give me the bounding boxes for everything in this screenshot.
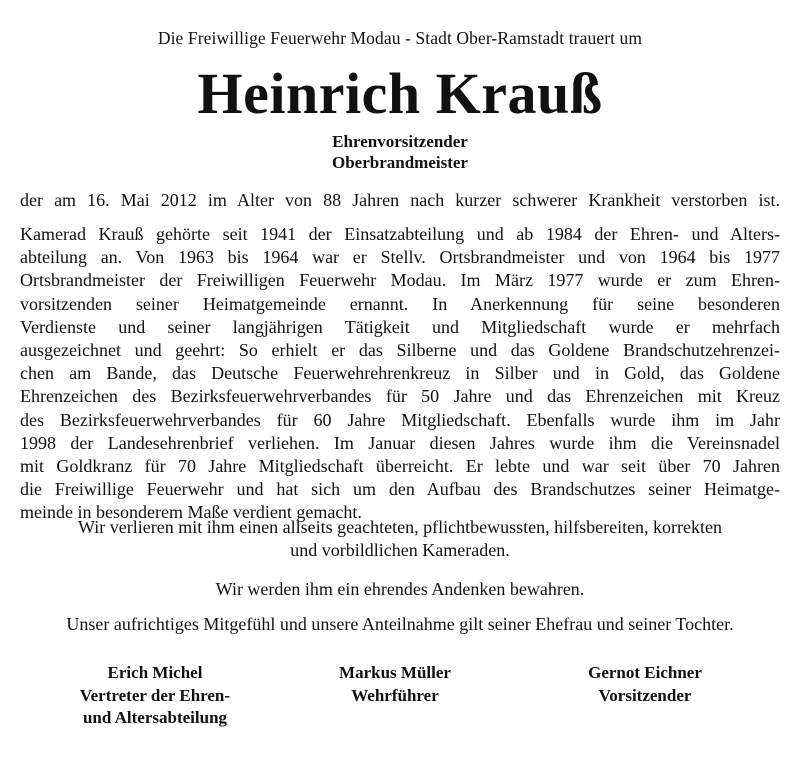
- honorary-titles: [0, 131, 800, 173]
- biography: [20, 223, 780, 524]
- signatory-role: Vertreter der Ehren-: [79, 685, 231, 705]
- signatory-name: Erich Michel: [107, 663, 203, 682]
- tribute: [20, 516, 780, 562]
- biography-line: Verdienste und seiner langjährigen Tätigkeit und Mitgliedschaft wurde er mehrfach: [20, 316, 780, 337]
- tribute-line: Wir verlieren mit ihm einen allseits geachteten, pflichtbewussten, hilfsbereiten, korrekten: [77, 517, 723, 537]
- biography-line: des Bezirksfeuerwehrverbandes für 60 Jahre Mitgliedschaft. Ebenfalls wurde ihm im Jahr: [20, 409, 780, 430]
- tribute-line: und vorbildlichen Kameraden.: [290, 540, 510, 560]
- biography-line: 1998 der Landesehrenbrief verliehen. Im Januar diesen Jahres wurde ihm die Vereinsnadel: [20, 432, 780, 453]
- biography-line: Ortsbrandmeister der Freiwilligen Feuerwehr Modau. Im März 1977 wurde er zum Ehren-: [20, 270, 780, 291]
- intro-line: Die Freiwillige Feuerwehr Modau - Stadt Ober-Ramstadt trauert um: [157, 28, 643, 48]
- biography-line: abteilung an. Von 1963 bis 1964 war er Stellv. Ortsbrandmeister und von 1964 bis 1977: [20, 247, 780, 268]
- deceased-name: Heinrich Krauß: [197, 61, 603, 126]
- biography-line: Ehrenzeichen des Bezirksfeuerwehrverbandes für 50 Jahre und das Ehrenzeichen mit Kreuz: [20, 386, 780, 407]
- biography-line: Kamerad Krauß gehörte seit 1941 der Einsatzabteilung und ab 1984 der Ehren- und Alters-: [20, 224, 780, 244]
- title-rank: Oberbrandmeister: [332, 153, 468, 172]
- signatory-name: Gernot Eichner: [588, 663, 702, 682]
- condolence-line: Unser aufrichtiges Mitgefühl und unsere Anteilnahme gilt seiner Ehefrau und seiner Tochter.: [66, 614, 734, 634]
- signatory-role: Vorsitzender: [598, 685, 692, 705]
- biography-line: ausgezeichnet und geehrt: So erhielt er das Silberne und das Goldene Brandschutzehrenzei-: [20, 339, 780, 360]
- signatory-name: Markus Müller: [339, 663, 451, 682]
- signatory-erich-michel: [40, 662, 270, 730]
- death-notice: der am 16. Mai 2012 im Alter von 88 Jahren nach kurzer schwerer Krankheit verstorben ist.: [20, 190, 780, 210]
- signatory-role: Wehrführer: [351, 685, 439, 705]
- biography-line: chen am Bande, das Deutsche Feuerwehrehrenkreuz in Silber und in Gold, das Goldene: [20, 363, 780, 384]
- biography-line: mit Goldkranz für 70 Jahre Mitgliedschaft überreicht. Er lebte und war seit über 70 Jahren: [20, 455, 780, 476]
- signatory-markus-mueller: [285, 662, 505, 707]
- signatory-gernot-eichner: [525, 662, 765, 707]
- title-honorary-chairman: Ehrenvorsitzender: [332, 132, 468, 151]
- memory-line: Wir werden ihm ein ehrendes Andenken bewahren.: [215, 579, 585, 599]
- signatory-role: und Altersabteilung: [82, 708, 228, 727]
- biography-line: meinde in besonderem Maße verdient gemacht.: [20, 502, 362, 523]
- biography-line: vorsitzenden seiner Heimatgemeinde ernannt. In Anerkennung für seine besonderen: [20, 293, 780, 314]
- biography-line: die Freiwillige Feuerwehr und hat sich um den Aufbau des Brandschutzes seiner Heimatge-: [20, 479, 780, 500]
